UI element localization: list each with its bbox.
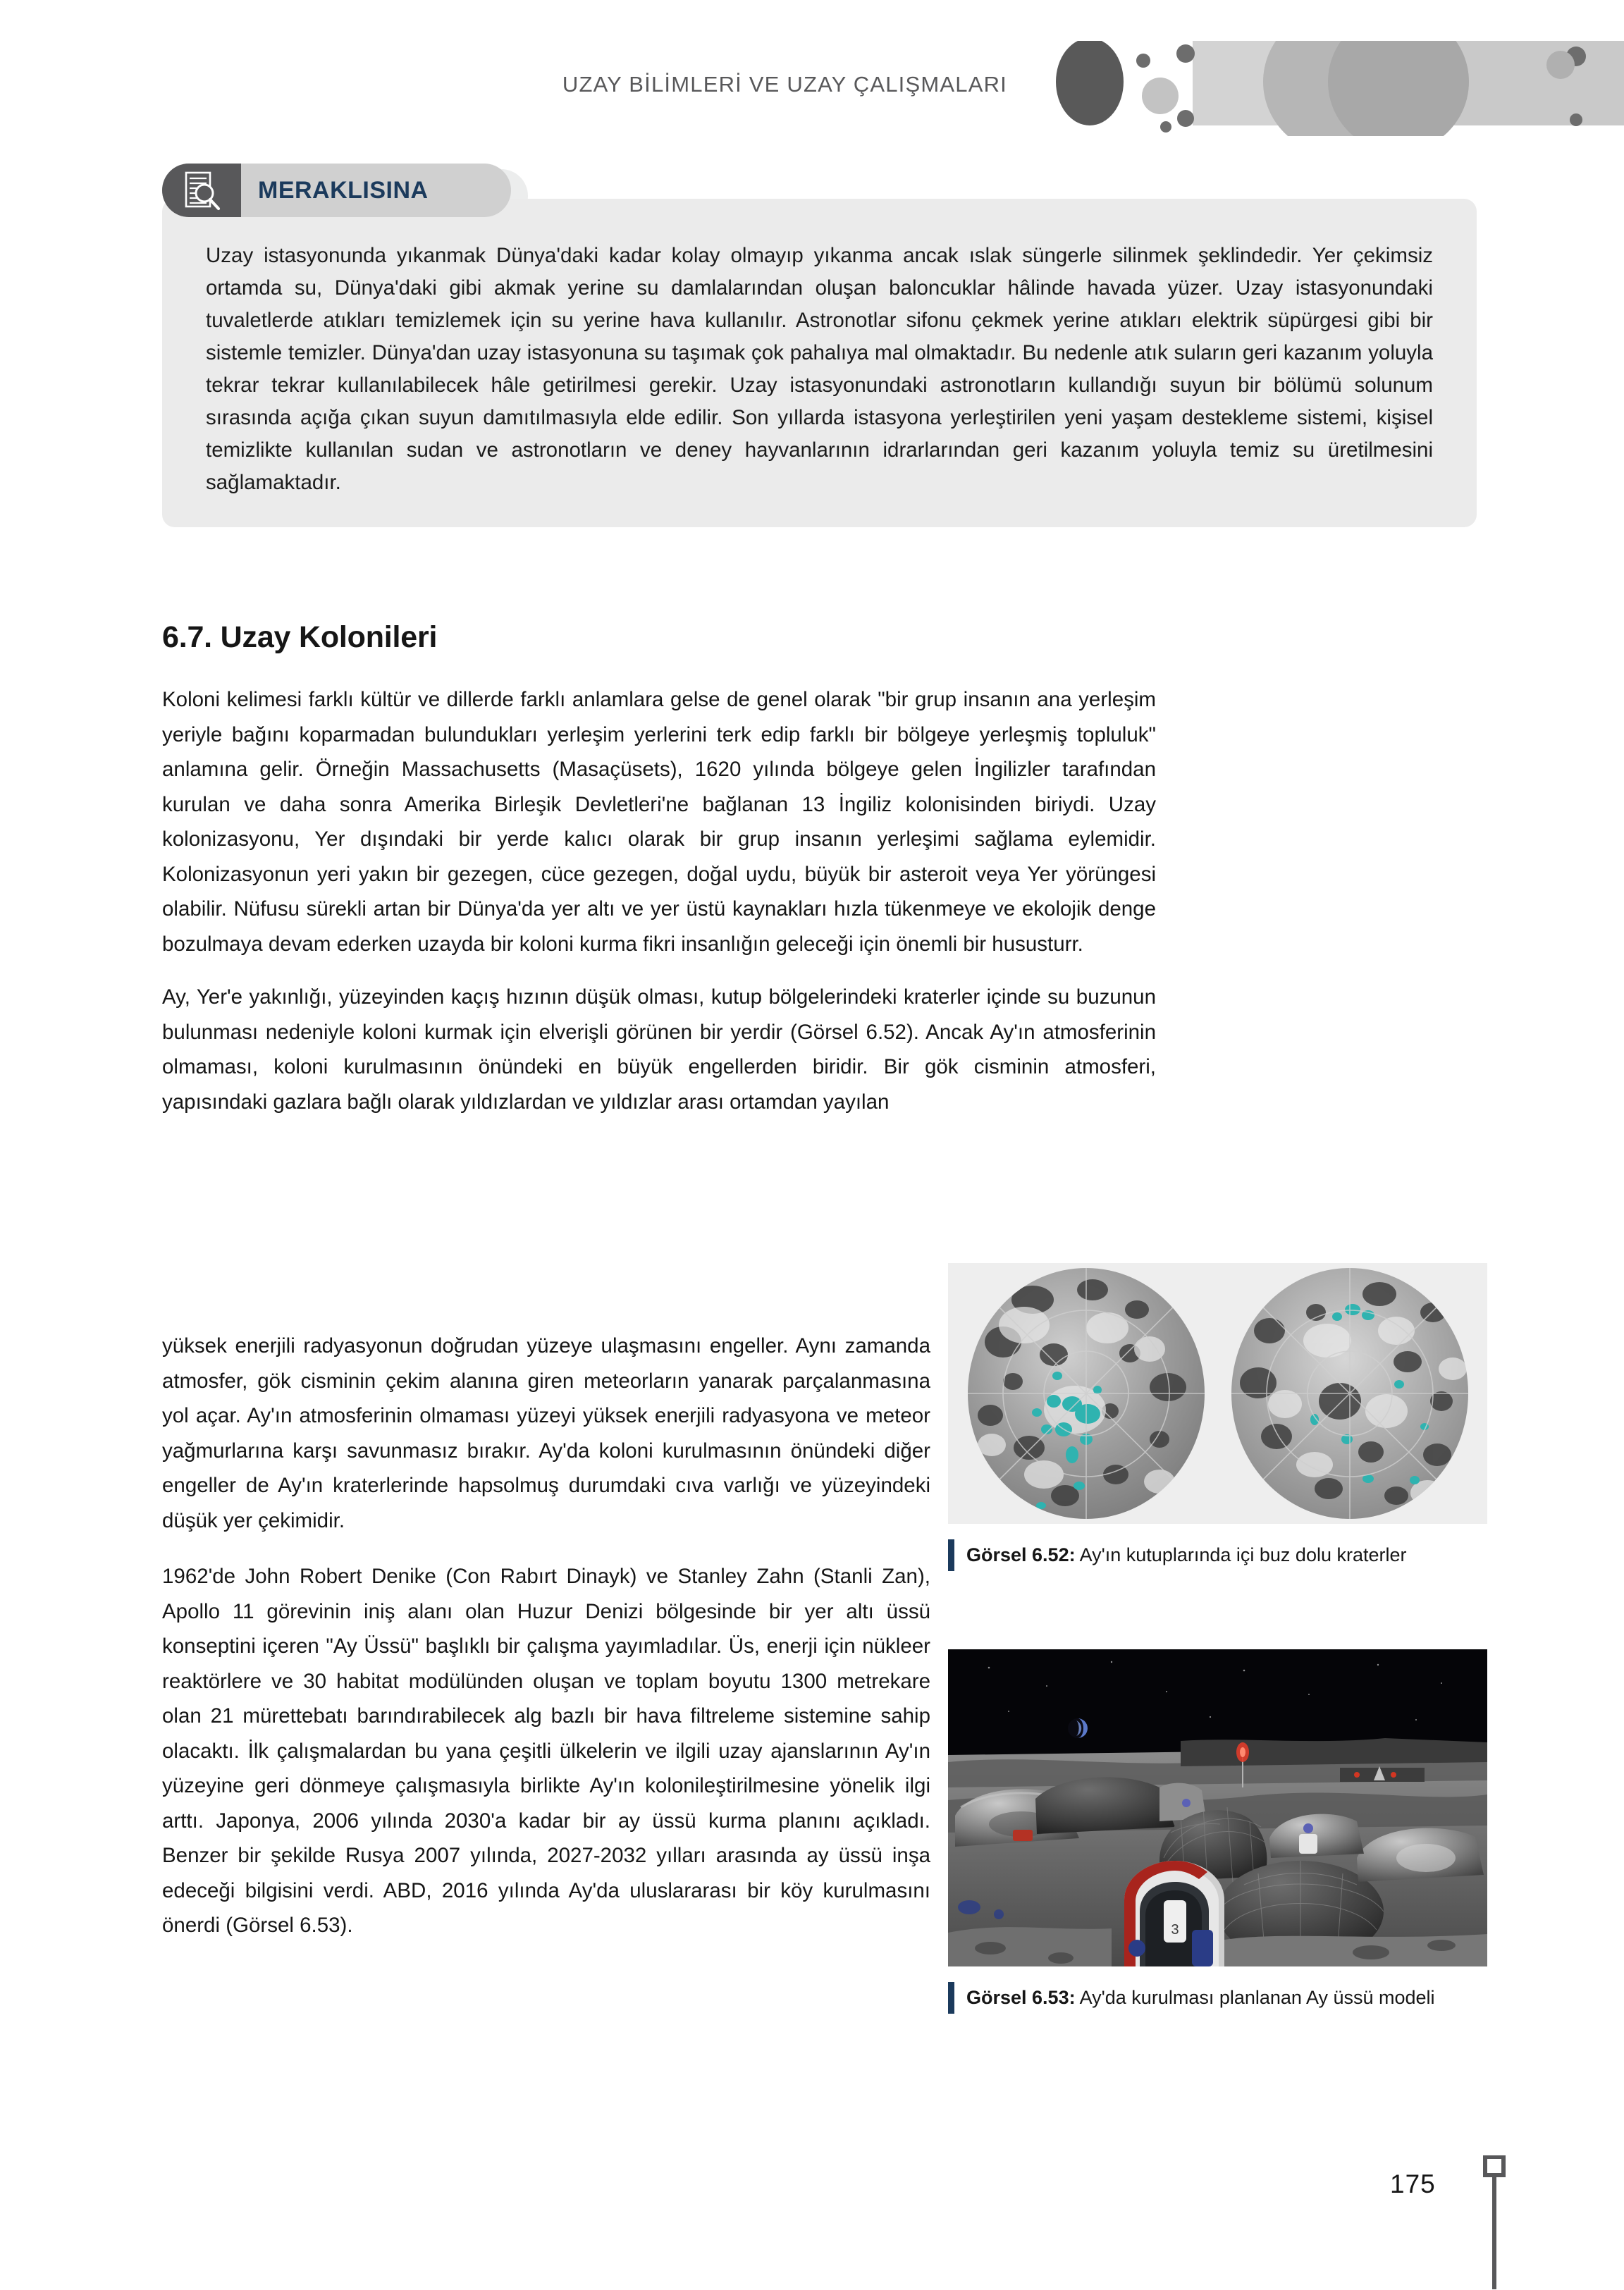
section-heading: 6.7. Uzay Kolonileri	[162, 620, 438, 654]
paragraph-2: Ay, Yer'e yakınlığı, yüzeyinden kaçış hızının düşük olması, kutup bölgelerindeki kraterler içinde su buzunun bulunması nedeniyle koloni kurmak için elverişli görünen bir yerdir (Görsel 6.52). Ancak Ay'ın atmosferinin olmaması, koloni kurulmasının önündeki en büyük engellerden biridir. Bir gök cisminin atmosferi, yapısındaki gazlara bağlı olarak yıldızlardan ve yıldızlar arası ortamdan yayılan	[162, 985, 1156, 1114]
figure-label-6-53: Görsel 6.53:	[966, 1987, 1076, 2008]
page-header	[0, 0, 1624, 141]
figure-label-6-52: Görsel 6.52:	[966, 1544, 1076, 1565]
caption-accent-bar	[948, 1982, 954, 2014]
meraklisina-body-text: Uzay istasyonunda yıkanmak Dünya'daki kadar kolay olmayıp yıkanma ancak ıslak süngerle silinmek şeklindedir. Yer çekimsiz ortamda su, Dünya'daki gibi akmak yerine su damlalarından oluşan baloncuklar hâlinde havada yüzer. Uzay istasyonundaki tuvaletlerde atıkları temizlemek için su yerine hava kullanılır. Astronotlar sifonu çekmek yerine atıkları elektrik süpürgesi gibi bir sistemle temizler. Dünya'dan uzay istasyonuna su taşımak çok pahalıya mal olmaktadır. Bu nedenle atık suların geri kazanım yoluyla tekrar tekrar kullanılabilecek hâle getirilmesi gerekir. Uzay istasyonundaki astronotların kullandığı suyun bir bölümü solunum sırasında açığa çıkan suyun damıtılmasıyla elde edilir. Son yıllarda istasyona yerleştirilen yeni yaşam destekleme sistemi, kişisel temizlikte kullanılan sudan ve astronotların ve deney hayvanlarının idrarlarından geri kazanım yoluyla temiz su üretilmesini sağlamaktadır.	[206, 244, 1433, 494]
lunar-base-concept-render-image	[948, 1649, 1487, 1966]
page-number: 175	[1390, 2169, 1436, 2198]
lunar-polar-ice-maps-image	[948, 1263, 1487, 1524]
astronaut	[1124, 1861, 1224, 1966]
figure-caption-text-6-53: Ay'da kurulması planlanan Ay üssü modeli	[1075, 1987, 1435, 2008]
meraklisina-callout	[162, 164, 1477, 527]
figure-caption-6-53	[948, 1982, 1487, 2014]
figure-caption-6-52	[948, 1539, 1487, 1571]
paragraph-1: Koloni kelimesi farklı kültür ve dillerde farklı anlamlara gelse de genel olarak "bir grup insanın ana yerleşim yeriyle bağını koparmadan bulundukları yerleşim yerlerini terk edip farklı bir bölgeye yerleşmiş topluluk" anlamına gelir. Örneğin Massachusetts (Masaçüsets), 1620 yılında bölgeye gelen İngilizler tarafından kurulan ve daha sonra Amerika Birleşik Devletleri'ne bağlanan 13 İngiliz kolonisinden biriydi. Uzay kolonizasyonu, Yer dışındaki bir yerde kalıcı olarak bir grup insanın yerleşimi sağlama eylemidir. Kolonizasyonun yeri yakın bir gezegen, cüce gezegen, doğal uydu, büyük bir asteroit veya Yer yörüngesi olabilir. Nüfusu sürekli artan bir Dünya'da yer altı ve yer üstü kaynakları hızla tükenmeye ve ekolojik denge bozulmaya devam ederken uzayda bir koloni kurma fikri insanlığın geleceği için önemli bir hususturr.	[162, 688, 1156, 956]
caption-accent-bar	[948, 1539, 954, 1571]
figure-caption-text-6-52: Ay'ın kutuplarında içi buz dolu kraterler	[1075, 1544, 1407, 1565]
paragraph-3: 1962'de John Robert Denike (Con Rabırt Dinayk) ve Stanley Zahn (Stanli Zan), Apollo 11 görevinin iniş alanı olan Huzur Denizi bölgesinde bir yer altı üssü konseptini içeren "Ay Üssü" başlıklı bir çalışma yayımladılar. Üs, enerji için nükleer reaktörlere ve 30 habitat modülünden oluşan ve toplam boyutu 1300 metrekare olan 21 mürettebatı barındırabilecek alg bazlı bir hava filtreleme sistemine sahip olacaktı. İlk çalışmalardan bu yana çeşitli ülkelerin ve ilgili uzay ajanslarının Ay'ın yüzeyine geri dönmeye çalışmasıyla birlikte Ay'ın kolonileştirilmesine yönelik ilgi arttı. Japonya, 2006 yılında 2030'a kadar bir ay üssü kurma planını açıkladı. Benzer bir şekilde Rusya 2007 yılında, 2027-2032 yılları arasında ay üssü inşa edeceği bilgisini verdi. ABD, 2016 yılında Ay'da uluslararası bir köy kurulmasını önerdi (Görsel 6.53).	[162, 1565, 930, 1937]
page-header-title: UZAY BİLİMLERİ VE UZAY ÇALIŞMALARI	[562, 72, 1007, 97]
moon-and-craters-decoration-icon	[1004, 41, 1624, 136]
svg-text:3: 3	[1171, 1922, 1179, 1938]
figure-gorsel-6-53	[948, 1649, 1487, 2014]
meraklisina-badge-label: MERAKLISINA	[258, 176, 429, 204]
meraklisina-body	[162, 199, 1477, 527]
meraklisina-badge	[162, 164, 511, 217]
earth-crescent	[1068, 1718, 1088, 1738]
paragraph-2-continued: yüksek enerjili radyasyonun doğrudan yüzeye ulaşmasını engeller. Aynı zamanda atmosfer, gök cisminin çekim alanına giren meteorların yanarak parçalanmasına yol açar. Ay'ın atmosferinin olmaması yüzeyi yüksek enerjili radyasyona ve meteor yağmurlarına karşı savunmasız bırakır. Ay'da koloni kurulmasının önündeki diğer engeller de Ay'ın kraterlerinde hapsolmuş durumdaki cıva varlığı ve yüzeyindeki düşük yer çekimidir.	[162, 1334, 930, 1532]
body-text-narrow-column	[162, 1329, 930, 1943]
body-text-full-width	[162, 682, 1156, 1119]
crop-mark-icon	[1482, 2155, 1506, 2289]
figure-gorsel-6-52	[948, 1263, 1487, 1571]
document-magnifier-icon	[162, 164, 241, 217]
